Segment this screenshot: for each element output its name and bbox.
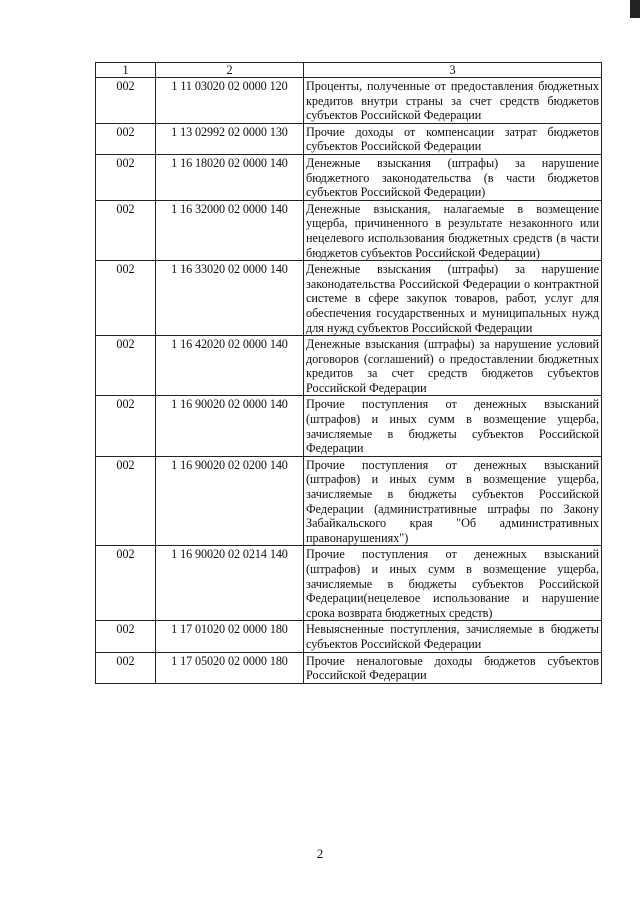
table-row [96, 546, 602, 621]
admin-code-cell: 002 [96, 200, 156, 260]
revenue-name-cell: Проценты, полученные от предоставления бюджетных кредитов внутри страны за счет средств бюджетов субъектов Российской Федерации [304, 78, 602, 124]
revenue-name-cell: Прочие поступления от денежных взысканий (штрафов) и иных сумм в возмещение ущерба, зачисляемые в бюджеты субъектов Российской Федерации(нецелевое использование и нарушение срока возврата бюджетных средств) [304, 546, 602, 621]
admin-code-cell: 002 [96, 456, 156, 546]
revenue-name-cell: Прочие неналоговые доходы бюджетов субъектов Российской Федерации [304, 652, 602, 683]
table-row [96, 200, 602, 260]
page-number: 2 [316, 846, 324, 861]
budget-classification-code-cell: 1 16 42020 02 0000 140 [156, 336, 304, 396]
admin-code-cell: 002 [96, 78, 156, 124]
revenue-codes-table [95, 62, 602, 684]
revenue-name-cell: Прочие доходы от компенсации затрат бюджетов субъектов Российской Федерации [304, 123, 602, 154]
budget-classification-code-cell: 1 13 02992 02 0000 130 [156, 123, 304, 154]
admin-code-cell: 002 [96, 336, 156, 396]
admin-code-cell: 002 [96, 621, 156, 652]
revenue-name-cell: Прочие поступления от денежных взысканий (штрафов) и иных сумм в возмещение ущерба, зачисляемые в бюджеты субъектов Российской Федерации [304, 396, 602, 456]
table-row [96, 396, 602, 456]
budget-classification-code-cell: 1 16 18020 02 0000 140 [156, 154, 304, 200]
header-col-1: 1 [96, 63, 156, 78]
budget-classification-code-cell: 1 16 32000 02 0000 140 [156, 200, 304, 260]
table-row [96, 621, 602, 652]
table-row [96, 652, 602, 683]
table-row [96, 78, 602, 124]
admin-code-cell: 002 [96, 154, 156, 200]
budget-classification-code-cell: 1 17 05020 02 0000 180 [156, 652, 304, 683]
revenue-name-cell: Денежные взыскания, налагаемые в возмещение ущерба, причиненного в результате незаконного или нецелевого использования бюджетных средств (в части бюджетов субъектов Российской Федерации) [304, 200, 602, 260]
budget-classification-code-cell: 1 11 03020 02 0000 120 [156, 78, 304, 124]
scan-corner-mark [630, 0, 640, 18]
table-row [96, 456, 602, 546]
header-col-2: 2 [156, 63, 304, 78]
table-row [96, 336, 602, 396]
admin-code-cell: 002 [96, 546, 156, 621]
admin-code-cell: 002 [96, 652, 156, 683]
revenue-name-cell: Денежные взыскания (штрафы) за нарушение бюджетного законодательства (в части бюджетов субъектов Российской Федерации) [304, 154, 602, 200]
table-row [96, 154, 602, 200]
budget-classification-code-cell: 1 16 33020 02 0000 140 [156, 261, 304, 336]
admin-code-cell: 002 [96, 396, 156, 456]
table-row [96, 261, 602, 336]
admin-code-cell: 002 [96, 261, 156, 336]
revenue-name-cell: Невыясненные поступления, зачисляемые в бюджеты субъектов Российской Федерации [304, 621, 602, 652]
revenue-name-cell: Прочие поступления от денежных взысканий (штрафов) и иных сумм в возмещение ущерба, зачисляемые в бюджеты субъектов Российской Федерации (административные штрафы по Закону Забайкальского края "Об административных правонарушениях") [304, 456, 602, 546]
revenue-name-cell: Денежные взыскания (штрафы) за нарушение законодательства Российской Федерации о контрактной системе в сфере закупок товаров, работ, услуг для обеспечения государственных и муниципальных нужд для нужд субъектов Российской Федерации [304, 261, 602, 336]
budget-classification-code-cell: 1 16 90020 02 0000 140 [156, 396, 304, 456]
budget-classification-code-cell: 1 17 01020 02 0000 180 [156, 621, 304, 652]
admin-code-cell: 002 [96, 123, 156, 154]
budget-classification-code-cell: 1 16 90020 02 0214 140 [156, 546, 304, 621]
budget-classification-code-cell: 1 16 90020 02 0200 140 [156, 456, 304, 546]
revenue-name-cell: Денежные взыскания (штрафы) за нарушение условий договоров (соглашений) о предоставлении бюджетных кредитов за счет средств бюджетов субъектов Российской Федерации [304, 336, 602, 396]
header-col-3: 3 [304, 63, 602, 78]
table-row [96, 123, 602, 154]
table-header-row [96, 63, 602, 78]
